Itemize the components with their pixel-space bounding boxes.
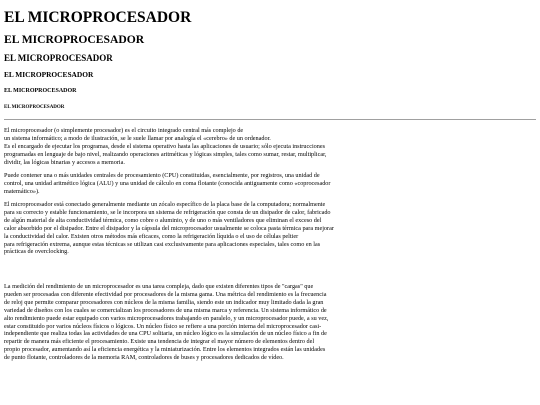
- paragraph-line: variedad de diseños con los cuales se comercializan los procesadores de una misma marca y referencia. Un sistema informático de: [4, 306, 327, 314]
- paragraph-line: de punto flotante, controladores de la memoria RAM, controladores de buses y procesadores dedicados de vídeo.: [4, 354, 284, 362]
- paragraph-line: de reloj que permite comparar procesadores con núcleos de la misma familia, siendo este un indicador muy limitado dada la gran: [4, 298, 324, 306]
- paragraph-line: prácticas de overclocking.: [4, 248, 69, 256]
- paragraph-line: para su correcto y estable funcionamiento, se le incorpora un sistema de refrigeración que consta de un disipador de calor, fabricado: [4, 208, 331, 216]
- heading-level-3: EL MICROPROCESADOR: [4, 53, 113, 63]
- paragraph-line: estar constituido por varios núcleos físicos o lógicos. Un núcleo físico se refiere a una porción interna del microprocesador casi-: [4, 322, 322, 330]
- paragraph-line: programadas en lenguaje de bajo nivel, realizando operaciones aritméticas y lógicas simples, tales como sumar, restar, multiplicar,: [4, 150, 327, 158]
- paragraph-cpu-units: [4, 172, 330, 196]
- horizontal-rule: [4, 119, 536, 120]
- paragraph-line: alto rendimiento puede estar equipado con varios microprocesadores trabajando en paralelo, y un microprocesador puede, a su vez,: [4, 314, 329, 322]
- paragraph-line: pueden ser procesadas con diferente efectividad por procesadores de la misma gama. Una métrica del rendimiento es la frecuencia: [4, 290, 327, 298]
- paragraph-line: propio procesador, aumentando así la eficiencia energética y la miniaturización. Entre los elementos integrados están las unidades: [4, 346, 326, 354]
- paragraph-line: la conductividad del calor. Existen otros métodos más eficaces, como la refrigeración líquida o el uso de células peltier: [4, 232, 299, 240]
- paragraph-line: Es el encargado de ejecutar los programas, desde el sistema operativo hasta las aplicaciones de usuario; sólo ejecuta instrucciones: [4, 142, 326, 150]
- paragraph-cooling: [4, 201, 334, 256]
- paragraph-line: dividir, las lógicas binarias y accesos a memoria.: [4, 158, 125, 166]
- paragraph-line: Puede contener una o más unidades centrales de procesamiento (CPU) constituidas, esencialmente, por registros, una unidad de: [4, 172, 320, 179]
- paragraph-line: repartir de manera más eficiente el procesamiento. Existe una tendencia de integrar el mayor número de elementos dentro del: [4, 338, 315, 346]
- paragraph-line: independiente que realiza todas las actividades de una CPU solitaria, un núcleo lógico es la simulación de un núcleo físico a fin de: [4, 330, 327, 338]
- heading-level-6: EL MICROPROCESADOR: [4, 105, 65, 110]
- heading-level-4: EL MICROPROCESADOR: [4, 70, 94, 79]
- paragraph-line: control, una unidad aritmético lógica (ALU) y una unidad de cálculo en coma flotante (conocida antiguamente como «coprocesador: [4, 179, 331, 187]
- paragraph-line: El microprocesador está conectado generalmente mediante un zócalo específico de la placa base de la computadora; normalmente: [4, 201, 326, 208]
- paragraph-line: matemático»).: [4, 187, 40, 195]
- heading-level-5: EL MICROPROCESADOR: [4, 88, 77, 94]
- paragraph-line: El microprocesador (o simplemente procesador) es el circuito integrado central más complejo de: [4, 127, 244, 134]
- paragraph-line: La medición del rendimiento de un microprocesador es una tarea compleja, dado que existen diferentes tipos de "cargas" que: [4, 283, 314, 290]
- paragraph-line: para refrigeración extrema, aunque estas técnicas se utilizan casi exclusivamente para aplicaciones especiales, tales como en las: [4, 240, 321, 248]
- paragraph-line: calor absorbido por el disipador. Entre el disipador y la cápsula del microprocesador usualmente se coloca pasta térmica para mejorar: [4, 224, 334, 232]
- heading-level-1: EL MICROPROCESADOR: [4, 9, 192, 26]
- paragraph-intro: [4, 127, 326, 167]
- heading-level-2: EL MICROPROCESADOR: [4, 33, 145, 46]
- paragraph-line: de algún material de alta conductividad térmica, como cobre o aluminio, y de uno o más ventiladores que eliminan el exceso del: [4, 216, 322, 224]
- paragraph-line: un sistema informático; a modo de ilustración, se le suele llamar por analogía el «cerebro» de un ordenador.: [4, 134, 271, 142]
- paragraph-performance: [4, 283, 328, 362]
